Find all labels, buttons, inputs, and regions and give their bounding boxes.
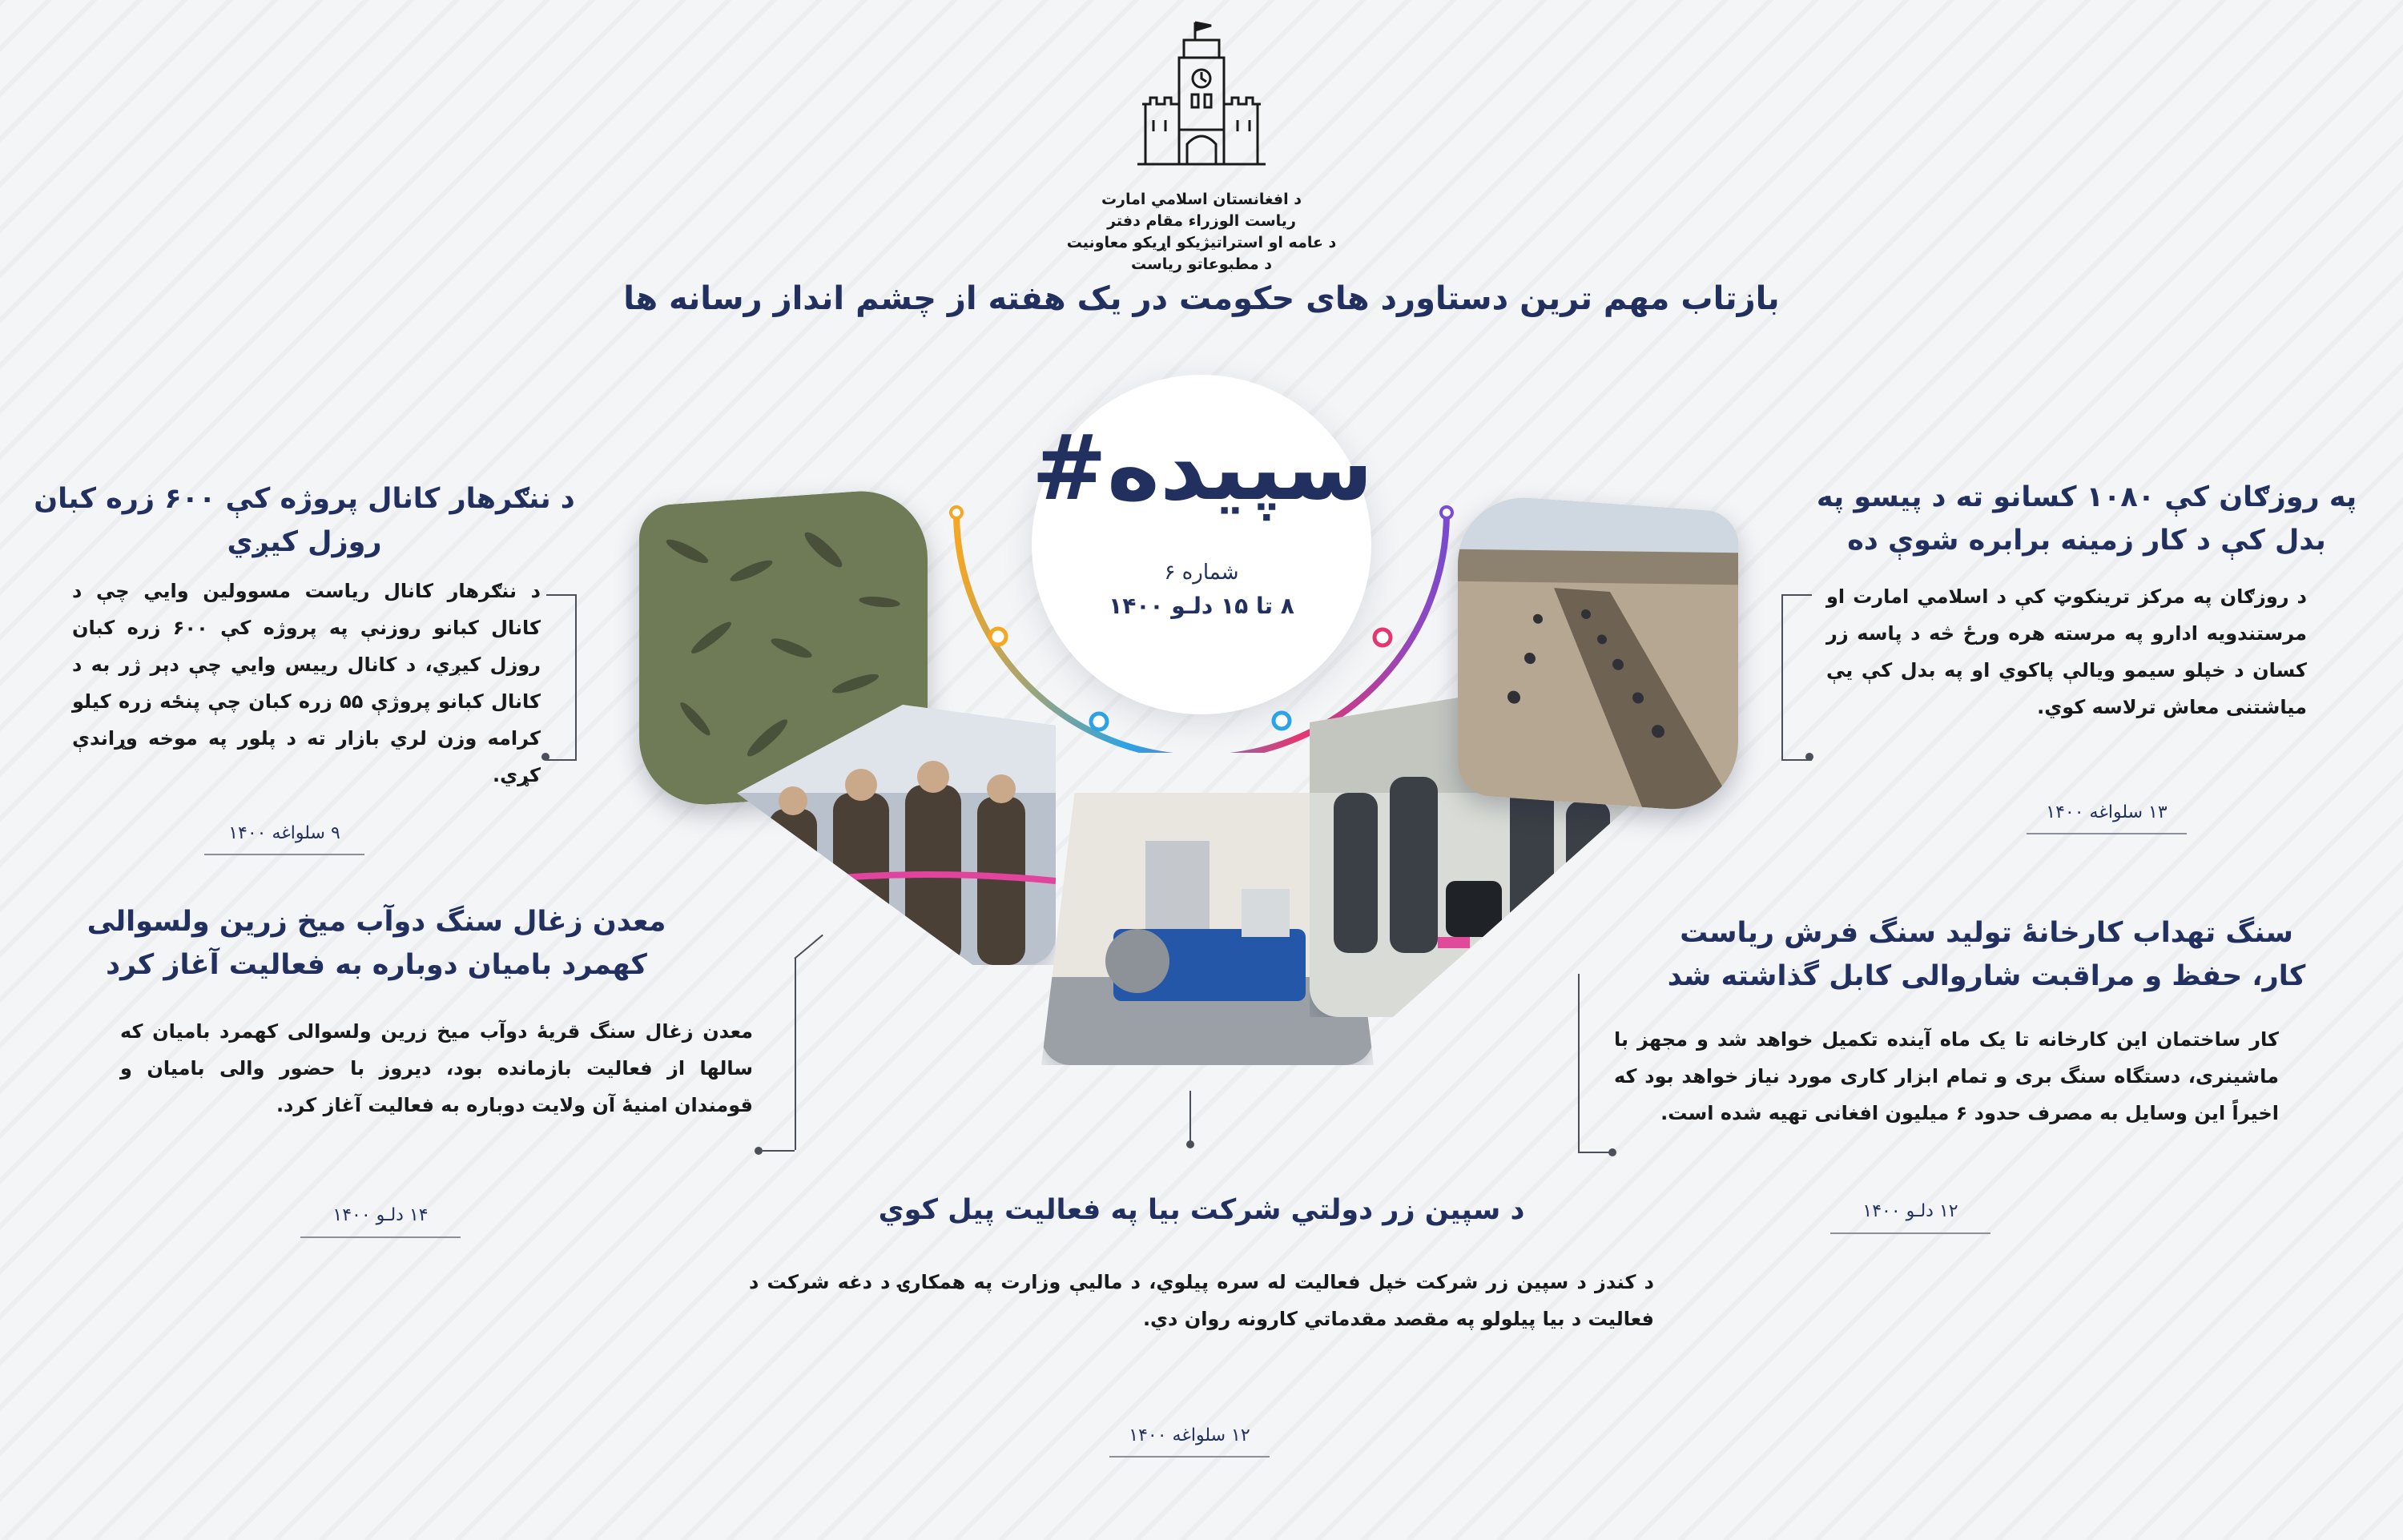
story-body-bamiyan: معدن زغال سنگ قریهٔ دوآب میخ زرین ولسوالی کهمرد بامیان که سالها از فعالیت بازمانده بود، دیروز با حضور والی بامیان و قومندان امنیهٔ آن ولایت دوباره به فعالیت آغاز کرد. xyxy=(120,1020,753,1116)
story-title-line: کار، حفظ و مراقبت شاروالی کابل گذاشته شد xyxy=(1667,960,2306,992)
date-underline xyxy=(1830,1232,1990,1234)
date-underline xyxy=(204,854,364,855)
story-date-bamiyan: ۱۴ دلـو ۱۴۰۰ xyxy=(332,1205,429,1225)
story-title-line: معدن زغال سنگ دوآب میخ زرین ولسوالی xyxy=(87,906,666,938)
story-title-kunduz: د سپین زر دولتي شرکت بیا په فعالیت پیل کوي xyxy=(878,1194,1525,1226)
connector-line xyxy=(546,594,577,761)
story-date-kunduz: ۱۲ سلواغه ۱۴۰۰ xyxy=(1129,1425,1250,1446)
story-title-line: سنگ تهداب کارخانهٔ تولید سنگ فرش ریاست xyxy=(1680,917,2293,949)
story-title-line: د ننګرهار کانال پروژه کې ۶۰۰ زره کبان xyxy=(34,483,575,515)
connector-line xyxy=(1781,594,1812,761)
connector-line xyxy=(1578,974,1580,1152)
story-date-kabul: ۱۲ دلـو ۱۴۰۰ xyxy=(1862,1201,1958,1221)
hashtag-title: #سپیده xyxy=(1032,416,1374,521)
connector-dot xyxy=(1608,1148,1616,1156)
story-title-line: کهمرد بامیان دوباره به فعالیت آغاز کرد xyxy=(106,949,647,981)
org-line: ریاست الوزراء مقام دفتر xyxy=(1107,212,1296,230)
clock-tower-logo xyxy=(1121,16,1282,192)
story-title-bamiyan xyxy=(32,900,721,987)
story-title-kabul xyxy=(1634,911,2339,998)
canal-workers-photo xyxy=(1458,493,1738,814)
connector-dot xyxy=(1186,1140,1194,1148)
issue-number: شماره ۶ xyxy=(1164,561,1239,585)
story-body-uruzgan: د روزګان په مرکز ترینکوټ کې د اسلامي امارت او مرستندویه ادارو په مرسته هره ورځ څه د پاسه زر کسان د خپلو سیمو ویالې پاکوي او په بدل کې یې میاشتنی معاش ترلاسه کوي. xyxy=(1826,585,2307,718)
date-underline xyxy=(300,1236,461,1238)
story-title-line: بدل کې د کار زمینه برابره شوې ده xyxy=(1847,525,2326,557)
story-title-line: په روزګان کې ۱۰۸۰ کسانو ته د پیسو په xyxy=(1816,481,2357,513)
organization-name xyxy=(1017,189,1386,275)
org-line: د مطبوعاتو ریاست xyxy=(1130,255,1273,273)
connector-line xyxy=(794,935,823,959)
connector-line xyxy=(1189,1091,1191,1144)
connector-line xyxy=(1578,1152,1612,1153)
connector-dot xyxy=(1805,753,1813,761)
issue-date-range: ۸ تا ۱۵ دلـو ۱۴۰۰ xyxy=(1109,593,1294,619)
story-title-nangarhar xyxy=(24,477,585,564)
story-body-nangarhar: د ننګرهار کانال ریاست مسوولین وایي چې د کانال کبانو روزنې په پروژه کې ۶۰۰ زره کبان روزل کیږي، د کانال رییس وایي چې دېر ژر به د کانال کبانو پروژې ۵۵ زره کبان چې پنځه زره کیلو کرامه وزن لري بازار ته د پلور په موخه وړاندې کړي. xyxy=(72,580,541,786)
connector-dot xyxy=(541,753,549,761)
connector-dot xyxy=(755,1147,763,1155)
org-line: د عامه او استراتیژیکو اړیکو معاونیت xyxy=(1066,234,1337,251)
org-line: د افغانستان اسلامي امارت xyxy=(1101,191,1302,208)
story-date-nangarhar: ۹ سلواغه ۱۴۰۰ xyxy=(228,823,340,843)
page-title: بازتاب مهم ترین دستاورد های حکومت در یک هفته از چشم انداز رسانه ها xyxy=(623,280,1780,317)
date-underline xyxy=(2027,833,2187,834)
connector-line xyxy=(763,1150,795,1152)
story-title-line: روزل کیږي xyxy=(227,526,382,558)
story-body-kabul: کار ساختمان این کارخانه تا یک ماه آینده تکمیل خواهد شد و مجهز با ماشینری، دستگاه سنگ بری و تمام ابزار کاری مورد نیاز خواهد بود که اخیراً این وسایل به مصرف حدود ۶ میلیون افغانی تهیه شده است. xyxy=(1614,1028,2279,1124)
story-body-kunduz: د کندز د سپین زر شرکت خپل فعالیت له سره پیلوي، د مالیې وزارت په همکارۍ د دغه شرکت د فعالیت د بیا پیلولو په مقصد مقدماتي کارونه روان دي. xyxy=(749,1271,1654,1330)
story-title-uruzgan xyxy=(1794,476,2379,562)
date-underline xyxy=(1109,1456,1270,1458)
story-date-uruzgan: ۱۳ سلواغه ۱۴۰۰ xyxy=(2046,802,2168,822)
connector-line xyxy=(795,958,796,1150)
